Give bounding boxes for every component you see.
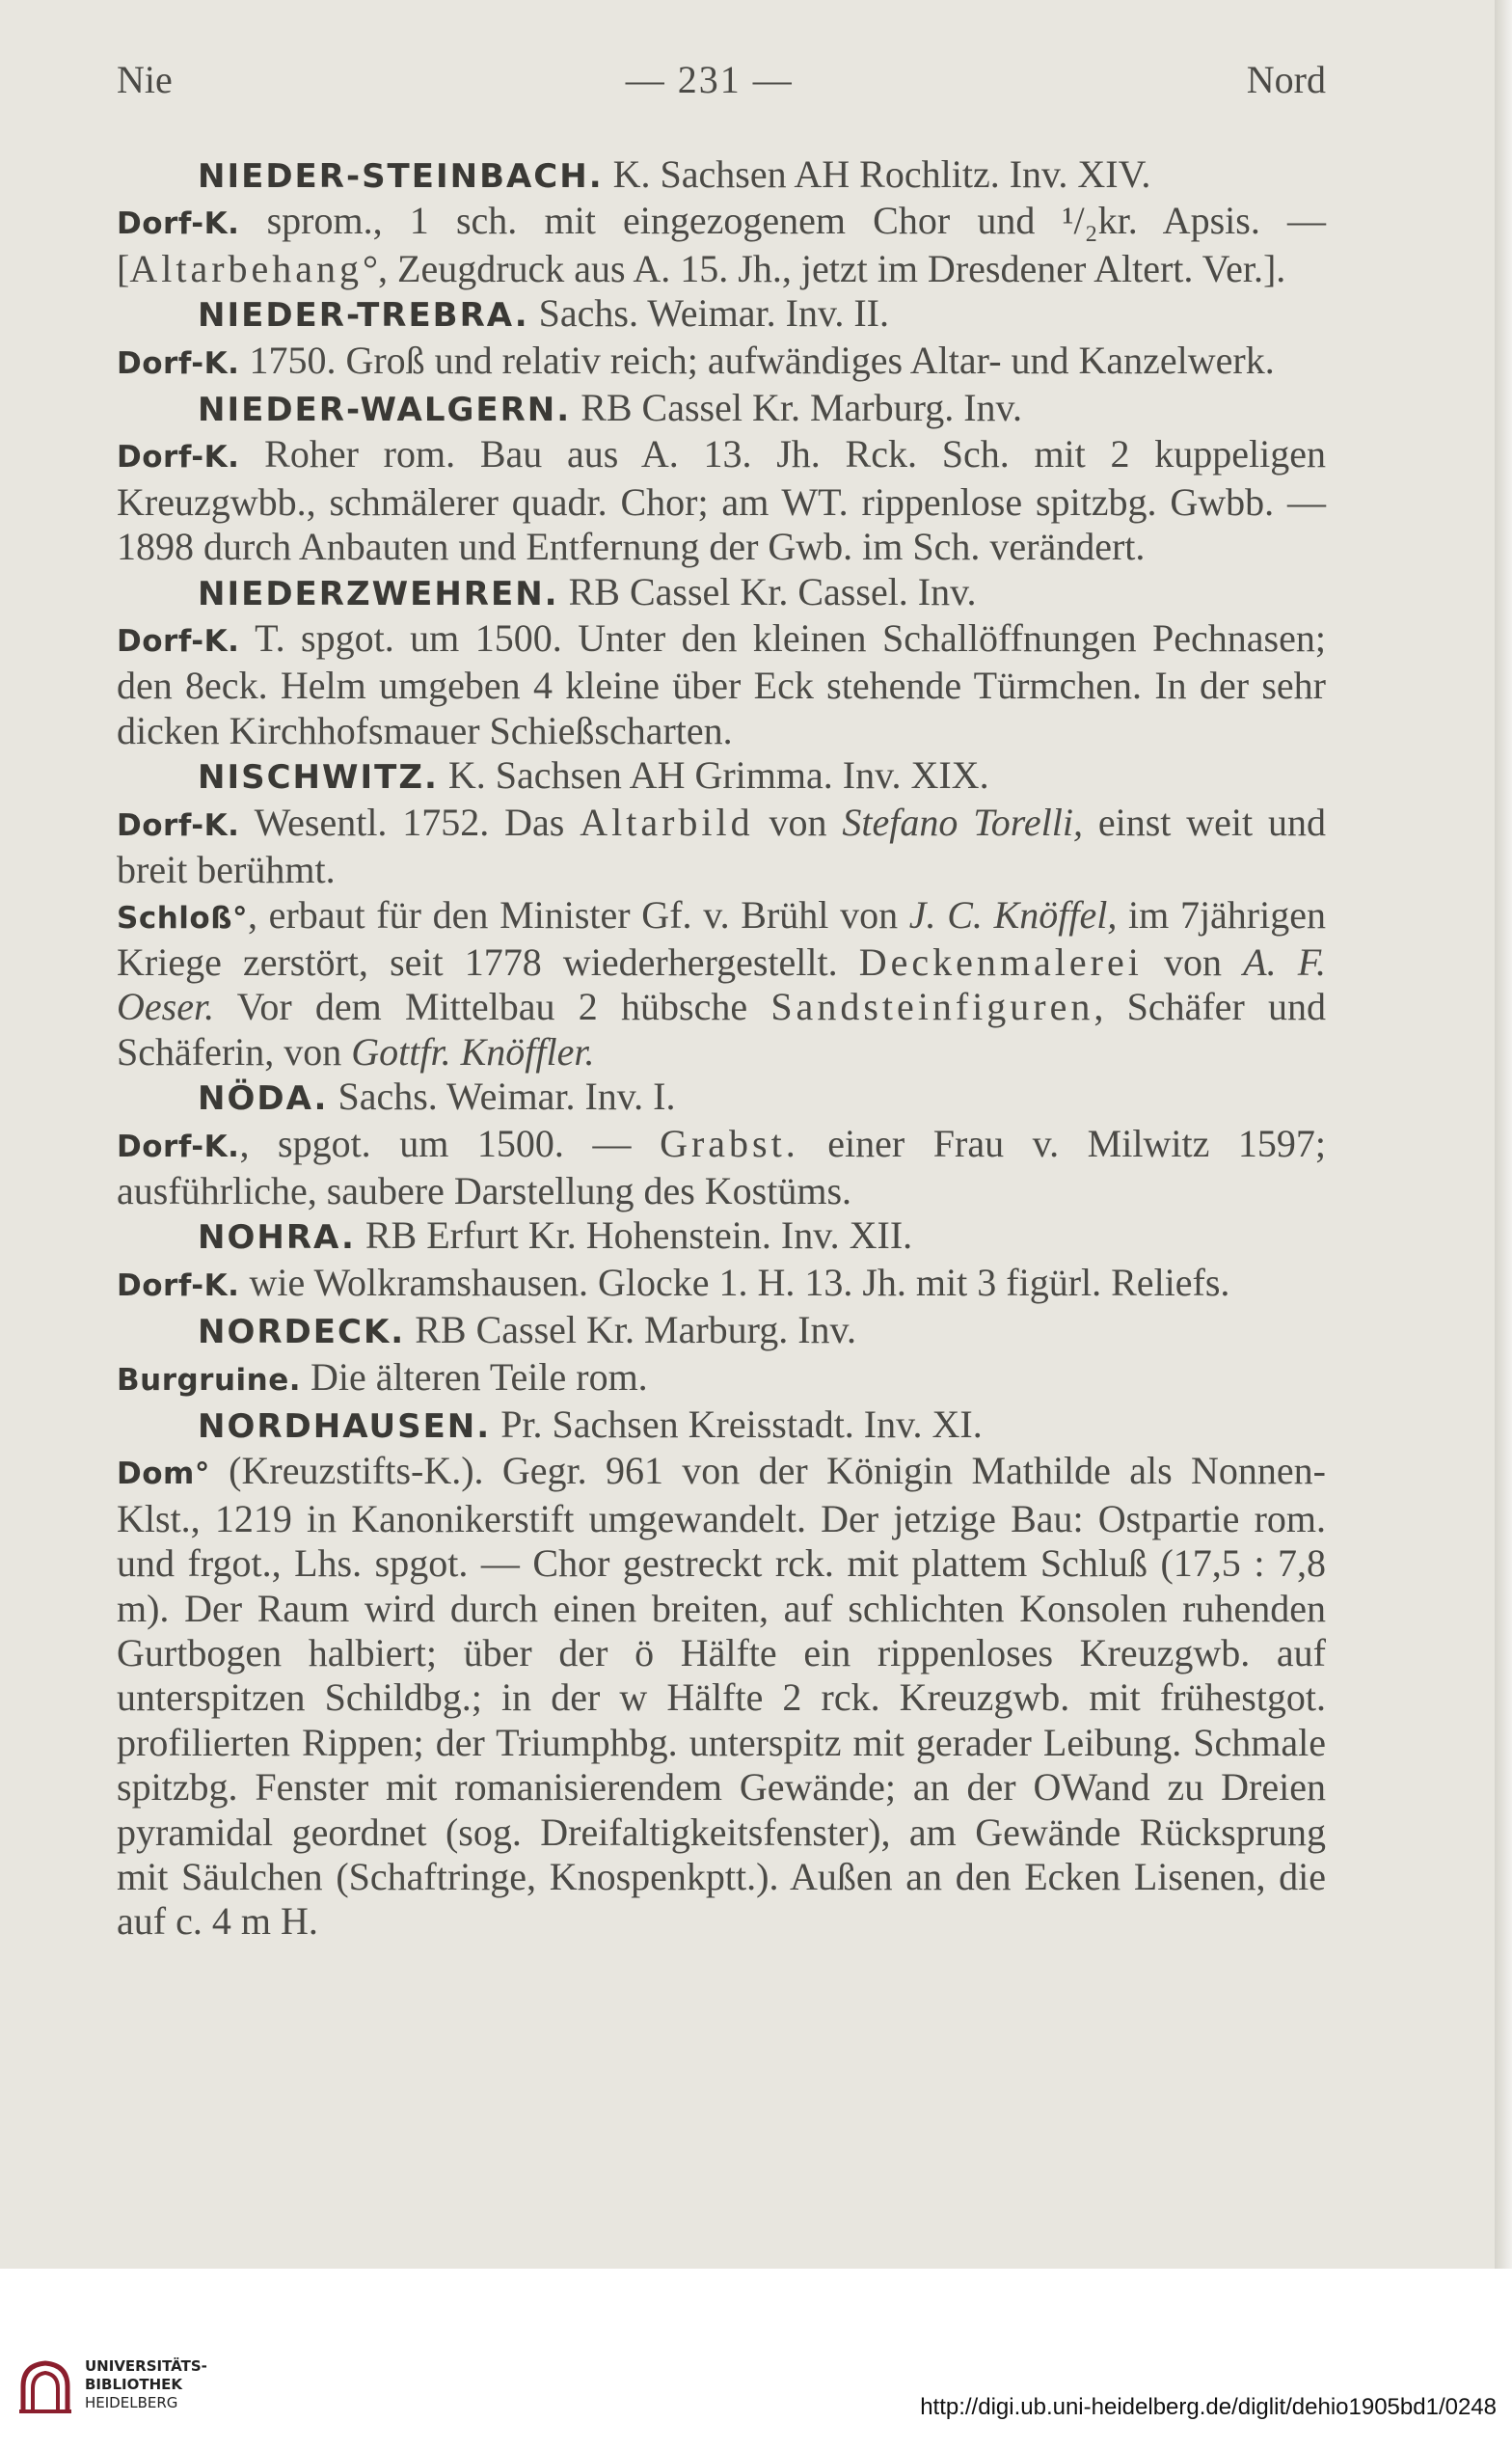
place-name: NIEDER-TREBRA. bbox=[198, 296, 529, 336]
spaced-term: Altarbehang bbox=[129, 246, 364, 290]
fraction: ¹/₂ bbox=[1062, 199, 1098, 243]
keyword: Dorf-K. bbox=[117, 624, 240, 660]
entry-nieder-steinbach bbox=[117, 152, 1326, 291]
place-name: NÖDA. bbox=[198, 1079, 329, 1119]
library-name-line: BIBLIOTHEK bbox=[85, 2376, 182, 2393]
entry-heading bbox=[117, 291, 1326, 338]
entry-heading bbox=[117, 1213, 1326, 1260]
place-name: NORDHAUSEN. bbox=[198, 1406, 492, 1446]
region: Pr. Sachsen Kreisstadt. Inv. XI. bbox=[491, 1402, 983, 1446]
body-text: Vor dem Mittelbau 2 hübsche bbox=[214, 985, 771, 1029]
body-text: , spgot. um 1500. — bbox=[239, 1121, 661, 1165]
body-text: sprom., 1 sch. mit eingezogenem Chor und bbox=[239, 199, 1063, 243]
body-text: , erbaut für den Minister Gf. v. Brühl von bbox=[248, 892, 909, 937]
region: K. Sachsen AH Grimma. Inv. XIX. bbox=[438, 753, 989, 798]
spaced-term: Grabst. bbox=[660, 1121, 799, 1165]
entry-nordhausen bbox=[117, 1402, 1326, 1945]
entry-heading bbox=[117, 386, 1326, 432]
keyword: Dom° bbox=[117, 1456, 210, 1492]
spaced-term: Sandsteinfiguren bbox=[770, 985, 1094, 1029]
region: K. Sachsen AH Rochlitz. Inv. XIV. bbox=[603, 152, 1151, 196]
body-text: 1750. Groß und relativ reich; aufwändiges Altar- und Kanzelwerk. bbox=[239, 338, 1275, 382]
spaced-term: Deckenmalerei bbox=[858, 939, 1143, 984]
keyword: Dorf-K. bbox=[117, 1129, 240, 1164]
body-text: (Kreuzstifts-K.). Gegr. 961 von der Königin Mathilde als Nonnen-Klst., 1219 in Kanonikerstift umgewandelt. Der jetzige Bau: Ostpartie rom. und frgot., Lhs. spgot. — Chor gestreckt rck. mit plattem Schluß (17,5 : 7,8 m). Der Raum wird durch einen breiten, auf schlichten Konsolen ruhenden Gurtbogen halbiert; über der ö Hälfte ein rippenloses Kreuzgwb. auf unterspitzen Schildbg.; in der w Hälfte 2 rck. Kreuzgwb. mit frühestgot. profilierten Rippen; der Triumphbg. unterspitz mit gerader Leibung. Schmale spitzbg. Fenster mit romanisierendem Gewände; an der OWand zu Dreien pyramidal geordnet (sog. Dreifaltigkeitsfenster), am Gewände Rücksprung mit Säulchen (Schaftringe, Knospenkptt.). Außen an den Ecken Lisenen, die auf c. 4 m H. bbox=[117, 1449, 1326, 1944]
entry-body bbox=[117, 1449, 1326, 1944]
body-text: °, Zeugdruck aus A. 15. Jh., jetzt im Dresdener Altert. Ver.]. bbox=[363, 246, 1286, 290]
entry-body bbox=[117, 432, 1326, 569]
running-head bbox=[117, 58, 1326, 114]
artist-name: Stefano Torelli, bbox=[842, 800, 1083, 844]
keyword: Dorf-K. bbox=[117, 1267, 240, 1303]
body-text: wie Wolkramshausen. Glocke 1. H. 13. Jh. mit 3 figürl. Reliefs. bbox=[239, 1260, 1230, 1304]
text-block bbox=[117, 58, 1326, 1945]
entry-heading bbox=[117, 570, 1326, 616]
entry-heading bbox=[117, 152, 1326, 199]
body-text: einst weit und breit berühmt. bbox=[117, 800, 1327, 892]
place-name: NIEDERZWEHREN. bbox=[198, 574, 559, 613]
entry-body bbox=[117, 339, 1326, 386]
place-name: NOHRA. bbox=[198, 1218, 356, 1258]
artist-name: J. C. Knöffel, bbox=[908, 892, 1118, 937]
region: RB Cassel Kr. Cassel. Inv. bbox=[558, 569, 977, 613]
region: Sachs. Weimar. Inv. I. bbox=[328, 1075, 676, 1119]
entry-body bbox=[117, 801, 1326, 893]
entry-nordeck bbox=[117, 1308, 1326, 1402]
body-text: von bbox=[753, 800, 843, 844]
page-edge bbox=[1495, 0, 1512, 2269]
body-text: Roher rom. Bau aus A. 13. Jh. Rck. Sch. mit 2 kuppeligen Kreuzgwbb., schmälerer quadr. Chor; am WT. rippenlose spitzbg. Gwbb. — 1898 durch Anbauten und Entfernung der Gwb. im Sch. verändert. bbox=[117, 432, 1326, 569]
running-head-right: Nord bbox=[1246, 58, 1326, 101]
entry-nieder-walgern bbox=[117, 386, 1326, 570]
library-name-line: HEIDELBERG bbox=[85, 2394, 178, 2411]
page-number: — 231 — bbox=[625, 58, 794, 101]
body-text: einer Frau v. Milwitz 1597; ausführliche, saubere Darstellung des Kostüms. bbox=[117, 1121, 1327, 1212]
entry-body bbox=[117, 1261, 1326, 1308]
entry-heading bbox=[117, 1075, 1326, 1121]
permalink-url[interactable]: http://digi.ub.uni-heidelberg.de/diglit/dehio1905bd1/0248 bbox=[920, 2394, 1497, 2420]
region: RB Erfurt Kr. Hohenstein. Inv. XII. bbox=[355, 1213, 913, 1258]
entry-nohra bbox=[117, 1213, 1326, 1308]
entry-heading bbox=[117, 1308, 1326, 1354]
library-logo[interactable] bbox=[17, 2354, 207, 2421]
place-name: NIEDER-STEINBACH. bbox=[198, 157, 604, 196]
keyword: Burgruine. bbox=[117, 1362, 302, 1398]
body-text: Wesentl. 1752. Das bbox=[239, 800, 580, 844]
place-name: NORDECK. bbox=[198, 1313, 406, 1352]
entry-noeda bbox=[117, 1075, 1326, 1213]
viewer-footer bbox=[0, 2269, 1512, 2450]
body-text: Die älteren Teile rom. bbox=[301, 1354, 648, 1399]
entry-body bbox=[117, 199, 1326, 291]
entry-heading bbox=[117, 1402, 1326, 1449]
region: Sachs. Weimar. Inv. II. bbox=[528, 291, 889, 336]
body-text: im 7jährigen Kriege zerstört, seit 1778 wiederhergestellt. bbox=[117, 892, 1326, 984]
place-name: NIEDER-WALGERN. bbox=[198, 391, 572, 430]
entry-niederzwehren bbox=[117, 570, 1326, 754]
body-text: kr. Apsis. — [ bbox=[117, 199, 1326, 290]
body-text: , Schäfer und Schäferin, von bbox=[117, 985, 1326, 1074]
entry-body bbox=[117, 1122, 1326, 1214]
keyword: Dorf-K. bbox=[117, 440, 240, 476]
keyword: Dorf-K. bbox=[117, 345, 240, 381]
entry-nischwitz bbox=[117, 753, 1326, 1075]
library-name-line: UNIVERSITÄTS- bbox=[85, 2357, 207, 2375]
entry-heading bbox=[117, 753, 1326, 800]
artist-name: A. F. Oeser. bbox=[117, 939, 1326, 1029]
library-name bbox=[85, 2357, 207, 2412]
entry-nieder-trebra bbox=[117, 291, 1326, 386]
keyword: Dorf-K. bbox=[117, 206, 240, 242]
library-crest-icon bbox=[17, 2357, 73, 2415]
artist-name: Gottfr. Knöffler. bbox=[351, 1029, 595, 1074]
running-head-left: Nie bbox=[117, 58, 173, 101]
keyword: Dorf-K. bbox=[117, 807, 240, 843]
body-text: T. spgot. um 1500. Unter den kleinen Schallöffnungen Pechnasen; den 8eck. Helm umgeben 4 kleine über Eck stehende Türmchen. In der sehr dicken Kirchhofsmauer Schießscharten. bbox=[117, 616, 1326, 752]
entry-body bbox=[117, 1355, 1326, 1402]
spaced-term: Altarbild bbox=[580, 800, 754, 844]
entry-body bbox=[117, 616, 1326, 753]
body-text: von bbox=[1142, 939, 1244, 984]
entry-body bbox=[117, 893, 1326, 1075]
region: RB Cassel Kr. Marburg. Inv. bbox=[405, 1308, 856, 1352]
keyword: Schloß° bbox=[117, 900, 248, 936]
region: RB Cassel Kr. Marburg. Inv. bbox=[571, 386, 1022, 430]
place-name: NISCHWITZ. bbox=[198, 758, 439, 798]
